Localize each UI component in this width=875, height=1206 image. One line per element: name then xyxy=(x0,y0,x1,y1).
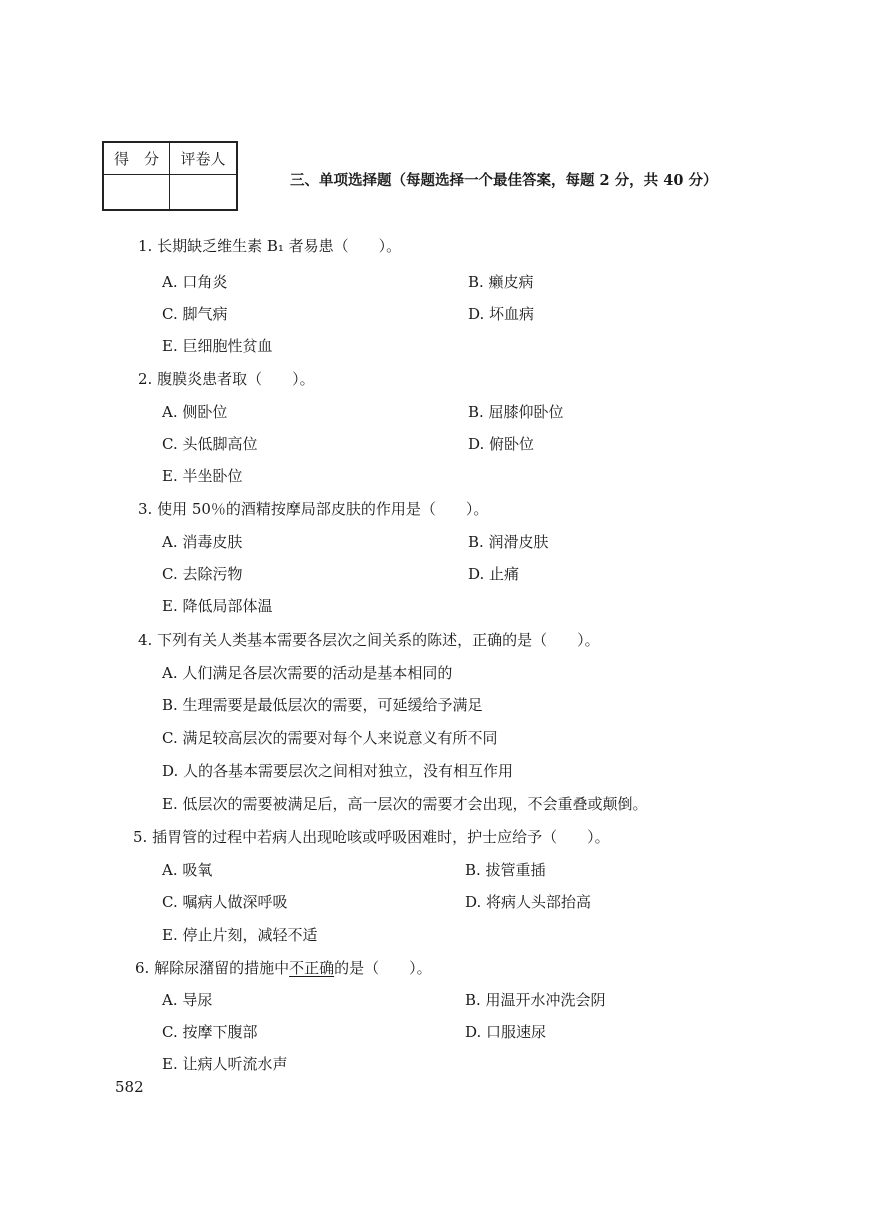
q3-option-a[interactable]: A. 消毒皮肤 xyxy=(162,533,243,551)
q3-option-c[interactable]: C. 去除污物 xyxy=(162,565,243,583)
q6-option-a[interactable]: A. 导尿 xyxy=(162,991,213,1009)
q4-option-d[interactable]: D. 人的各基本需要层次之间相对独立，没有相互作用 xyxy=(162,762,514,780)
q3-option-e[interactable]: E. 降低局部体温 xyxy=(162,597,273,615)
q1-option-e[interactable]: E. 巨细胞性贫血 xyxy=(162,337,273,355)
q2-option-e[interactable]: E. 半坐卧位 xyxy=(162,467,243,485)
question-2-stem: 2. 腹膜炎患者取（ ）。 xyxy=(138,370,315,388)
score-label: 得 分 xyxy=(104,143,170,175)
q6-option-e[interactable]: E. 让病人听流水声 xyxy=(162,1055,288,1073)
q3-option-d[interactable]: D. 止痛 xyxy=(468,565,520,583)
q1-option-b[interactable]: B. 癞皮病 xyxy=(468,273,534,291)
q1-option-a[interactable]: A. 口角炎 xyxy=(162,273,228,291)
page-number: 582 xyxy=(115,1078,144,1096)
question-3-stem: 3. 使用 50％的酒精按摩局部皮肤的作用是（ ）。 xyxy=(138,500,489,518)
q5-option-b[interactable]: B. 拔管重插 xyxy=(465,861,546,879)
q2-option-c[interactable]: C. 头低脚高位 xyxy=(162,435,258,453)
question-6-stem xyxy=(135,957,432,978)
q6-stem-pre: 6. 解除尿潴留的措施中 xyxy=(135,959,290,977)
q5-option-a[interactable]: A. 吸氧 xyxy=(162,861,213,879)
score-table xyxy=(102,141,238,211)
q4-option-a[interactable]: A. 人们满足各层次需要的活动是基本相同的 xyxy=(162,664,453,682)
grader-cell xyxy=(170,175,236,209)
q5-option-e[interactable]: E. 停止片刻，减轻不适 xyxy=(162,926,318,944)
grader-label: 评卷人 xyxy=(170,143,236,175)
q4-option-c[interactable]: C. 满足较高层次的需要对每个人来说意义有所不同 xyxy=(162,729,498,747)
question-4-stem: 4. 下列有关人类基本需要各层次之间关系的陈述，正确的是（ ）。 xyxy=(138,631,600,649)
q2-option-a[interactable]: A. 侧卧位 xyxy=(162,403,228,421)
q2-option-b[interactable]: B. 屈膝仰卧位 xyxy=(468,403,564,421)
q6-option-c[interactable]: C. 按摩下腹部 xyxy=(162,1023,258,1041)
q6-stem-post: 的是（ ）。 xyxy=(334,959,432,977)
q6-stem-underlined: 不正确 xyxy=(289,959,335,977)
score-cell xyxy=(104,175,170,209)
q1-option-c[interactable]: C. 脚气病 xyxy=(162,305,228,323)
q4-option-e[interactable]: E. 低层次的需要被满足后，高一层次的需要才会出现，不会重叠或颠倒。 xyxy=(162,795,648,813)
section-title: 三、单项选择题（每题选择一个最佳答案，每题 2 分，共 40 分） xyxy=(290,172,718,189)
q6-option-b[interactable]: B. 用温开水冲洗会阴 xyxy=(465,991,606,1009)
q1-option-d[interactable]: D. 坏血病 xyxy=(468,305,535,323)
q2-option-d[interactable]: D. 俯卧位 xyxy=(468,435,535,453)
q4-option-b[interactable]: B. 生理需要是最低层次的需要，可延缓给予满足 xyxy=(162,696,483,714)
q6-option-d[interactable]: D. 口服速尿 xyxy=(465,1023,547,1041)
q5-option-d[interactable]: D. 将病人头部抬高 xyxy=(465,893,592,911)
question-1-stem: 1. 长期缺乏维生素 B₁ 者易患（ ）。 xyxy=(138,237,402,255)
question-5-stem: 5. 插胃管的过程中若病人出现呛咳或呼吸困难时，护士应给予（ ）。 xyxy=(133,828,610,846)
q3-option-b[interactable]: B. 润滑皮肤 xyxy=(468,533,549,551)
q5-option-c[interactable]: C. 嘱病人做深呼吸 xyxy=(162,893,288,911)
